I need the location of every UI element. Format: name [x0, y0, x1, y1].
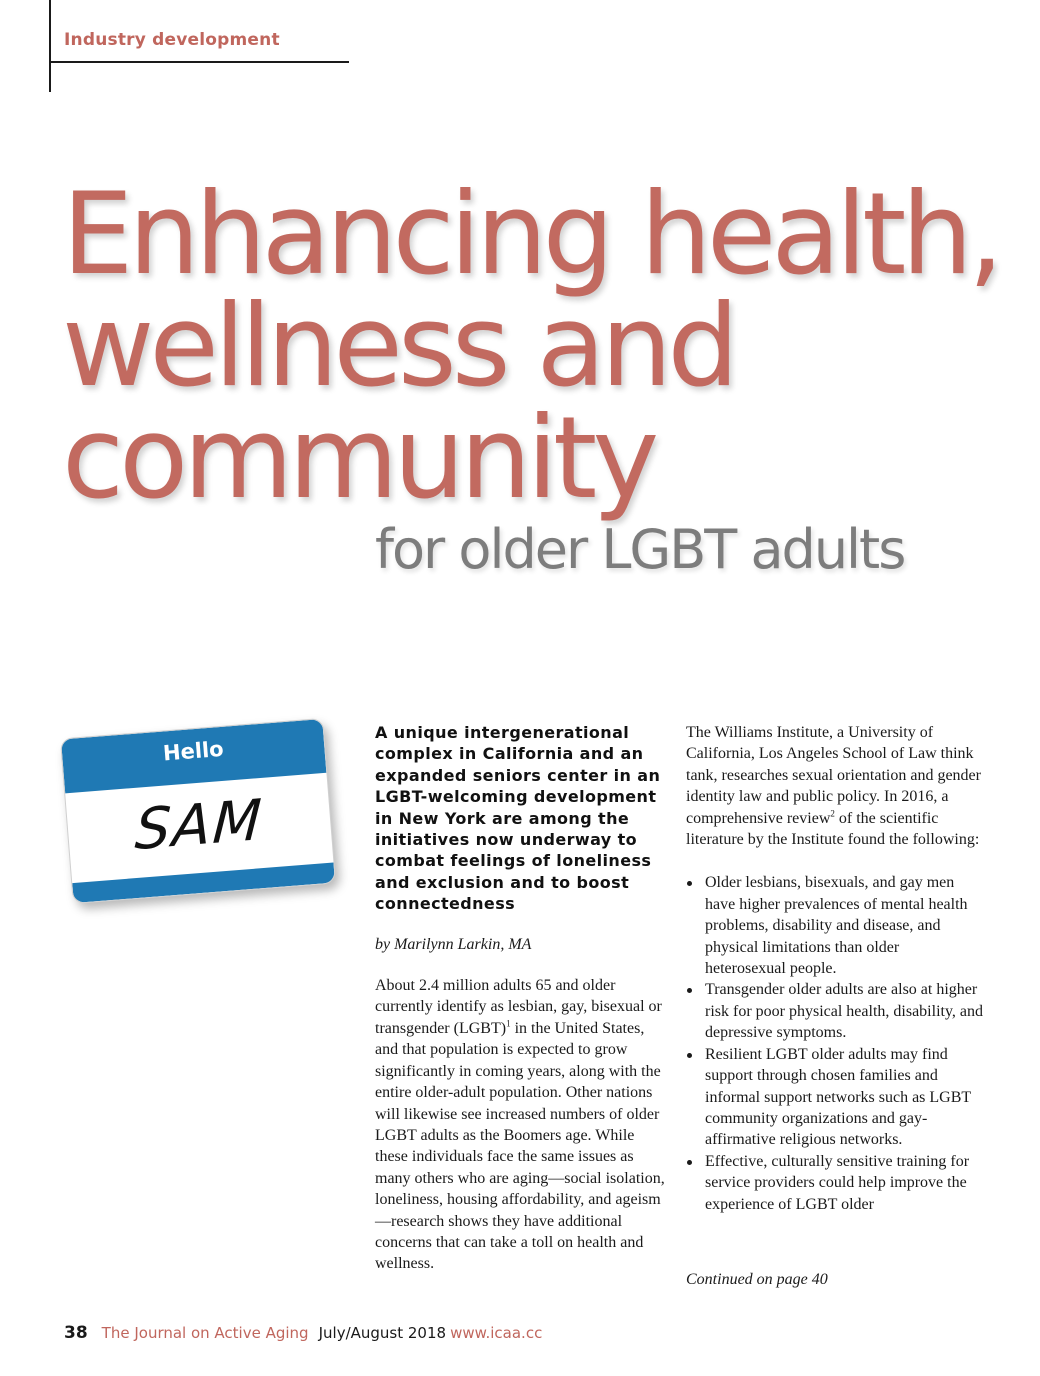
page-number: 38 — [64, 1323, 88, 1343]
article-column-1 — [375, 722, 667, 1275]
section-label: Industry development — [64, 30, 280, 50]
issue-date: July/August 2018 — [318, 1324, 447, 1342]
list-item: Transgender older adults are also at higher risk for poor physical health, disability, and depressive symptoms. — [686, 979, 984, 1043]
continued-note: Continued on page 40 — [686, 1271, 828, 1288]
article-paragraph-2 — [686, 722, 984, 850]
page-footer — [64, 1323, 542, 1343]
headline-subtitle: for older LGBT adults — [375, 518, 905, 581]
paragraph-2-text-a: The Williams Institute, a University of California, Los Angeles School of Law think tank, researches sexual orientation and gender identity law and public policy. In 2016, a comprehensive review — [686, 724, 981, 827]
headline-line-1: Enhancing health, — [62, 168, 999, 300]
paragraph-1-text-b: in the United States, and that population is expected to grow significantly in coming years, along with the entire older-adult population. Other nations will likewise see increased numbers of older LGBT adults as the Boomers age. While these individuals face the same issues as many others who are aging—social isolation, loneliness, housing affordability, and ageism—research shows they have additional concerns that can take a toll on health and wellness. — [375, 1019, 665, 1273]
headline-line-3: community — [62, 392, 655, 524]
list-item: Effective, culturally sensitive training for service providers could help improve the experience of LGBT older — [686, 1151, 984, 1215]
findings-list — [686, 872, 984, 1215]
article-paragraph-1 — [375, 975, 667, 1275]
footnote-ref-1: 1 — [506, 1018, 511, 1029]
article-column-2 — [686, 722, 984, 1215]
footnote-ref-2: 2 — [830, 808, 835, 819]
article-byline: by Marilynn Larkin, MA — [375, 935, 532, 953]
name-tag-image — [60, 718, 336, 904]
paragraph-1-text-a: About 2.4 million adults 65 and older currently identify as lesbian, gay, bisexual or transgender (LGBT) — [375, 977, 662, 1037]
headline — [62, 168, 1022, 524]
name-tag-footer — [72, 863, 335, 903]
crop-mark-horizontal — [49, 61, 349, 63]
paragraph-2-text-b: of the scientific literature by the Institute found the following: — [686, 809, 980, 849]
name-tag-greeting: Hello — [162, 736, 225, 766]
journal-name: The Journal on Active Aging — [101, 1324, 309, 1342]
headline-line-2: wellness and — [62, 280, 735, 412]
website-link[interactable]: www.icaa.cc — [450, 1324, 543, 1342]
name-tag-handwritten-name: SAM — [133, 787, 266, 864]
article-deck: A unique intergenerational complex in California and an expanded seniors center in an LGBT-welcoming development in New York are among the initiatives now underway to combat feelings of loneliness and exclusion and to boost connectedness — [375, 723, 661, 914]
crop-mark-vertical — [49, 0, 51, 92]
list-item: Resilient LGBT older adults may find support through chosen families and informal support networks such as LGBT community organizations and gay-affirmative religious networks. — [686, 1044, 984, 1151]
list-item: Older lesbians, bisexuals, and gay men have higher prevalences of mental health problems, disability and disease, and physical limitations than older heterosexual people. — [686, 872, 984, 979]
